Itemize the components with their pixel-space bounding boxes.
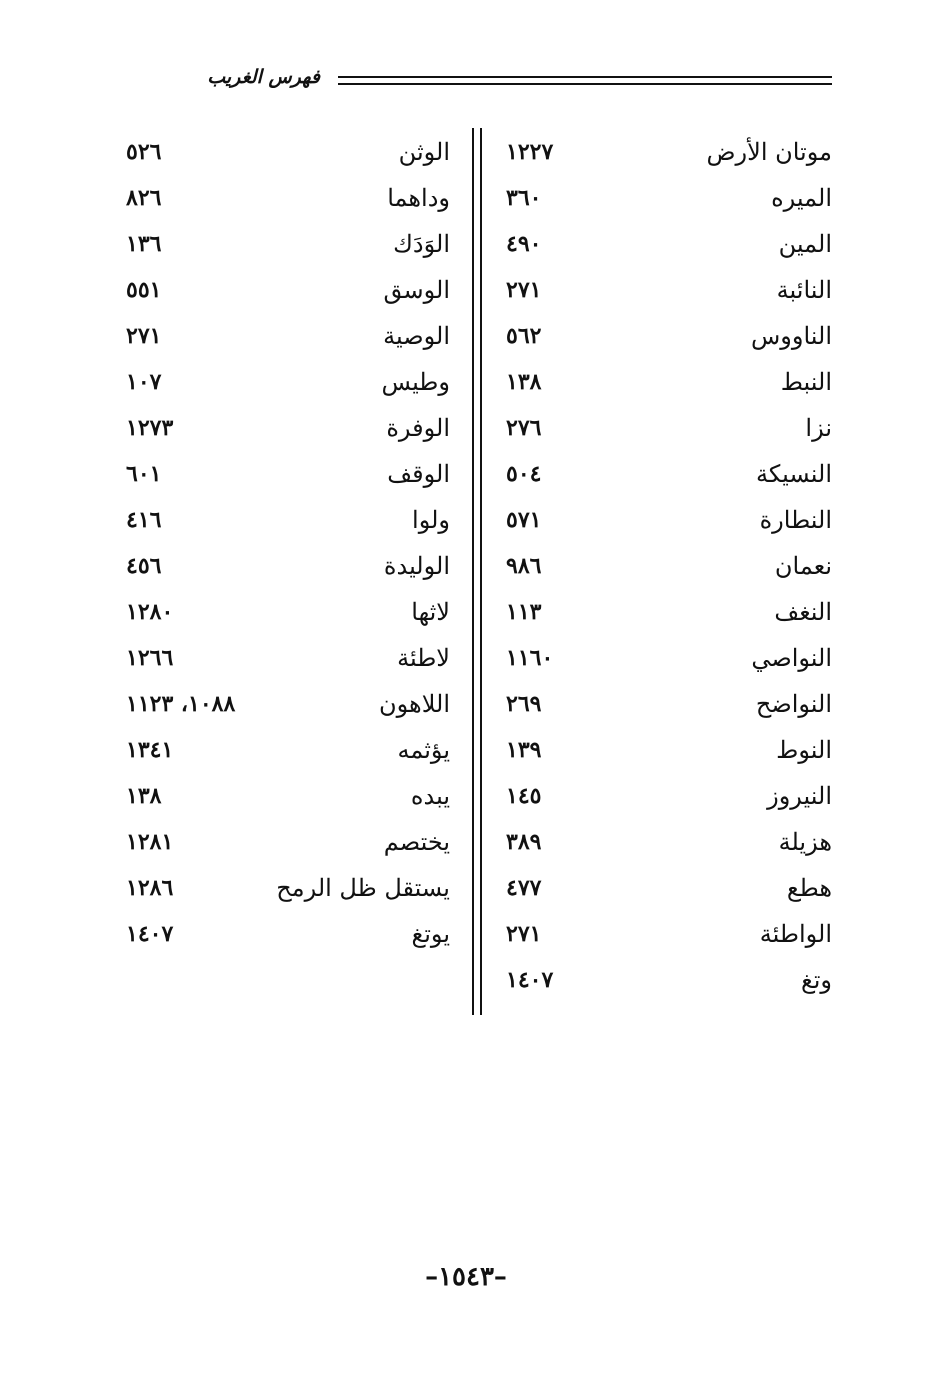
index-term: هطع [786, 874, 832, 902]
index-entry [500, 636, 832, 682]
index-entry [120, 866, 450, 912]
index-page-ref: ٢٦٩ [506, 691, 542, 717]
index-term: ولوا [412, 506, 450, 534]
index-term: يبده [410, 782, 450, 810]
index-page-ref: ١٠٧ [126, 369, 162, 395]
column-divider-line [480, 128, 482, 1015]
index-entry [120, 452, 450, 498]
index-page-ref: ٦٠١ [126, 461, 162, 487]
index-column-right [500, 130, 832, 1004]
index-entry [500, 728, 832, 774]
index-term: اللاهون [379, 690, 450, 718]
index-page-ref: ١٤٠٧ [506, 967, 554, 993]
index-page-ref: ٤٥٦ [126, 553, 162, 579]
index-term: النبط [780, 368, 832, 396]
index-entry [500, 544, 832, 590]
index-entry [500, 498, 832, 544]
index-entry [500, 820, 832, 866]
index-page-ref: ١٣٤١ [126, 737, 174, 763]
index-term: موتان الأرض [706, 138, 832, 166]
index-page-ref: ٣٨٩ [506, 829, 542, 855]
index-page-ref: ٤٧٧ [506, 875, 542, 901]
index-page-ref: ١٣٨ [126, 783, 162, 809]
index-page-ref: ١٢٨٦ [126, 875, 174, 901]
index-term: الوسق [383, 276, 450, 304]
index-entry [500, 360, 832, 406]
index-entry [120, 590, 450, 636]
index-term: الوقف [387, 460, 450, 488]
index-term: النيروز [767, 782, 832, 810]
index-page-ref: ٢٧١ [126, 323, 162, 349]
index-entry [500, 774, 832, 820]
index-page-ref: ١٣٩ [506, 737, 542, 763]
index-page-ref: ١٤٥ [506, 783, 542, 809]
index-term: الوفرة [386, 414, 450, 442]
index-page-ref: ١٢٢٧ [506, 139, 554, 165]
index-page-ref: ١٣٦ [126, 231, 162, 257]
index-term: النسيكة [756, 460, 832, 488]
index-page-ref: ١٢٦٦ [126, 645, 174, 671]
header-rule-top [338, 76, 832, 78]
index-entry [500, 452, 832, 498]
column-divider-line [472, 128, 474, 1015]
index-term: المين [778, 230, 832, 258]
index-page-ref: ٢٧٦ [506, 415, 542, 441]
index-term: الميره [771, 184, 832, 212]
index-page-ref: ١٢٨١ [126, 829, 174, 855]
index-page-ref: ١٢٨٠ [126, 599, 174, 625]
index-entry [120, 912, 450, 958]
index-term: وتغ [800, 966, 832, 994]
index-entry [120, 176, 450, 222]
index-page-ref: ٥٧١ [506, 507, 542, 533]
index-page-ref: ٤٩٠ [506, 231, 542, 257]
header-rule-bottom [338, 83, 832, 85]
index-entry [120, 222, 450, 268]
index-term: يؤثمه [397, 736, 450, 764]
index-entry [500, 222, 832, 268]
index-page-ref: ١٢٧٣ [126, 415, 174, 441]
running-header [118, 66, 832, 96]
index-entry [500, 314, 832, 360]
index-entry [120, 820, 450, 866]
index-term: الوصية [383, 322, 450, 350]
index-entry [120, 682, 450, 728]
index-page-ref: ١٠٨٨، ١١٢٣ [126, 691, 236, 717]
index-term: الوَدَك [393, 230, 450, 258]
index-term: النائبة [776, 276, 832, 304]
page-number: –١٥٤٣– [425, 1262, 507, 1292]
index-term: النواصي [751, 644, 832, 672]
index-entry [500, 268, 832, 314]
index-page-ref: ١٤٠٧ [126, 921, 174, 947]
index-entry [120, 130, 450, 176]
header-title: فهرس الغريب [207, 66, 320, 88]
index-term: وداهما [387, 184, 450, 212]
index-entry [500, 176, 832, 222]
index-page-ref: ٨٢٦ [126, 185, 162, 211]
index-entry [500, 130, 832, 176]
index-entry [500, 958, 832, 1004]
index-term: نعمان [774, 552, 832, 580]
index-entry [120, 360, 450, 406]
index-page-ref: ٩٨٦ [506, 553, 542, 579]
index-term: لاطئة [397, 644, 450, 672]
index-entry [120, 268, 450, 314]
index-page-ref: ٣٦٠ [506, 185, 542, 211]
index-term: النواضح [755, 690, 832, 718]
index-page-ref: ١١٣ [506, 599, 542, 625]
index-term: يختصم [383, 828, 450, 856]
index-term: النطارة [759, 506, 832, 534]
index-entry [500, 406, 832, 452]
index-term: يستقل ظل الرمح [276, 874, 450, 902]
index-term: نزا [805, 414, 832, 442]
index-term: هزيلة [778, 828, 832, 856]
index-term: النغف [774, 598, 832, 626]
index-term: الناووس [750, 322, 832, 350]
index-page-ref: ٢٧١ [506, 277, 542, 303]
index-entry [120, 498, 450, 544]
index-page-ref: ٥٦٢ [506, 323, 542, 349]
index-page-ref: ٤١٦ [126, 507, 162, 533]
index-term: لاثها [411, 598, 450, 626]
index-page-ref: ٥٥١ [126, 277, 162, 303]
index-term: الواطئة [759, 920, 832, 948]
index-entry [120, 636, 450, 682]
index-page-ref: ١٣٨ [506, 369, 542, 395]
index-entry [120, 544, 450, 590]
index-term: وطيس [381, 368, 450, 396]
index-page-ref: ٥٠٤ [506, 461, 542, 487]
index-term: الوثن [398, 138, 450, 166]
index-page-ref: ٥٢٦ [126, 139, 162, 165]
index-entry [120, 774, 450, 820]
index-entry [120, 406, 450, 452]
index-entry [500, 912, 832, 958]
index-entry [120, 314, 450, 360]
index-entry [500, 682, 832, 728]
index-term: الوليدة [383, 552, 450, 580]
index-entry [500, 590, 832, 636]
index-term: يوتغ [411, 920, 450, 948]
index-entry [500, 866, 832, 912]
index-page-ref: ٢٧١ [506, 921, 542, 947]
index-column-left [120, 130, 450, 958]
index-page-ref: ١١٦٠ [506, 645, 554, 671]
index-entry [120, 728, 450, 774]
index-term: النوط [776, 736, 832, 764]
